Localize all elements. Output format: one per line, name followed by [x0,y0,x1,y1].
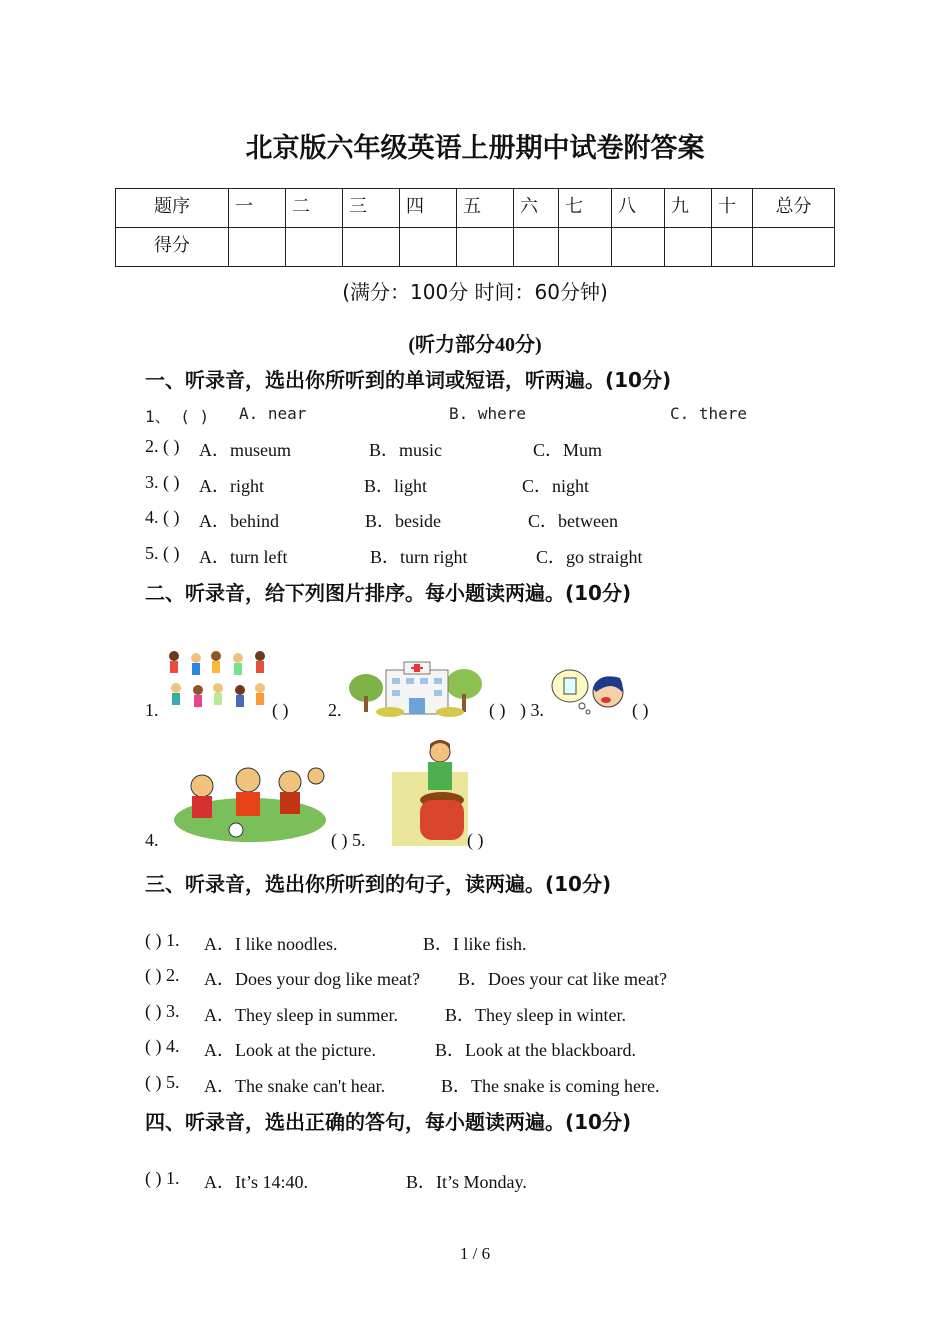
listening-header: (听力部分40分) [408,334,542,356]
question-number: 3. ( ) [145,472,180,492]
table-header-cell: 七 [559,189,612,228]
option-b: B．turn right [370,547,468,567]
option-b: B．beside [365,511,441,531]
table-header-cell: 总分 [753,189,835,228]
table-header-cell: 十 [712,189,753,228]
score-row [116,228,835,267]
table-header-cell: 二 [286,189,343,228]
score-cell[interactable] [286,228,343,267]
question-number: ( ) 2. [145,965,180,985]
question-number: ( ) 4. [145,1036,180,1056]
section-1-title: 一、听录音，选出你所听到的单词或短语，听两遍。(10分) [145,368,672,392]
answer-blank[interactable]: ( ) [632,700,649,720]
thirsty-boy-picture [548,666,628,718]
score-header-row [116,189,835,228]
section-4-title: 四、听录音，选出正确的答句，每小题读两遍。(10分) [145,1110,632,1134]
answer-blank[interactable]: ( ) [467,830,484,850]
option-b: B. where [449,404,527,423]
score-cell[interactable] [612,228,665,267]
option-a: A．Does your dog like meat? [204,969,420,989]
kids-dancing-picture [162,646,270,714]
option-b: B．music [369,440,443,460]
option-c: C．go straight [536,547,643,567]
table-header-cell: 四 [400,189,457,228]
option-c: C．night [522,476,590,496]
option-b: B．light [364,476,428,496]
answer-blank[interactable]: ( ) [272,700,289,720]
score-cell[interactable] [229,228,286,267]
score-cell[interactable] [400,228,457,267]
table-header-cell: 八 [612,189,665,228]
question-number: 2. ( ) [145,436,180,456]
answer-blank[interactable]: ( ) 5. [331,830,366,850]
score-table [115,188,835,267]
option-a: A．They sleep in summer. [204,1005,398,1025]
option-b: B．It’s Monday. [406,1172,527,1192]
score-cell[interactable] [457,228,514,267]
score-cell[interactable] [514,228,559,267]
table-header-cell: 九 [665,189,712,228]
playing-football-picture [172,758,328,844]
question-number: ( ) 1. [145,930,180,950]
question-number: 1、 ( ) [145,407,210,426]
option-c: C. there [670,404,748,423]
page-number: 1 / 6 [459,1244,491,1263]
option-b: B．Does your cat like meat? [458,969,667,989]
question-number: 5. ( ) [145,543,180,563]
picture-number: ) 3. [520,700,544,720]
picture-number: 4. [145,830,159,850]
picture-number: 2. [328,700,342,720]
score-cell[interactable] [665,228,712,267]
option-a: A．It’s 14:40. [204,1172,309,1192]
question-number: 4. ( ) [145,507,180,527]
boy-on-phone-picture [392,740,468,846]
option-b: B．They sleep in winter. [445,1005,626,1025]
option-b: B．The snake is coming here. [441,1076,660,1096]
table-header-cell: 题序 [116,189,229,228]
score-row-label: 得分 [116,228,229,267]
option-b: B．Look at the blackboard. [435,1040,636,1060]
option-a: A．right [199,476,264,496]
option-a: A．The snake can't hear. [204,1076,386,1096]
table-header-cell: 三 [343,189,400,228]
exam-meta: (满分：100分 时间：60分钟) [342,280,608,304]
section-3-title: 三、听录音，选出你所听到的句子，读两遍。(10分) [145,872,612,896]
option-c: C．between [528,511,618,531]
option-c: C．Mum [533,440,603,460]
option-a: A. near [239,404,307,423]
option-a: A．turn left [199,547,288,567]
option-b: B．I like fish. [423,934,527,954]
option-a: A．museum [199,440,291,460]
table-header-cell: 五 [457,189,514,228]
kids-group [169,651,265,707]
question-number: ( ) 1. [145,1168,180,1188]
option-a: A．I like noodles. [204,934,338,954]
score-cell[interactable] [343,228,400,267]
question-number: ( ) 3. [145,1001,180,1021]
table-header-cell: 六 [514,189,559,228]
question-number: ( ) 5. [145,1072,180,1092]
option-a: A．behind [199,511,279,531]
answer-blank[interactable]: ( ) [489,700,506,720]
picture-number: 1. [145,700,159,720]
score-cell[interactable] [559,228,612,267]
section-2-title: 二、听录音，给下列图片排序。每小题读两遍。(10分) [145,581,632,605]
hospital-picture [346,660,486,718]
score-cell[interactable] [753,228,835,267]
score-cell[interactable] [712,228,753,267]
page-title: 北京版六年级英语上册期中试卷附答案 [245,133,705,164]
table-header-cell: 一 [229,189,286,228]
option-a: A．Look at the picture. [204,1040,376,1060]
